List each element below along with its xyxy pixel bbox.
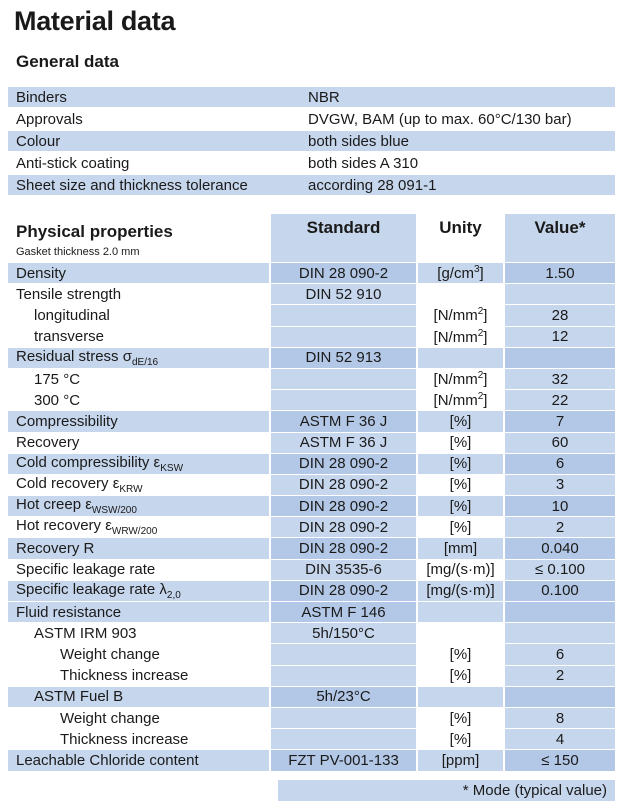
property-name-text: Recovery R (16, 540, 95, 558)
unity-text: [N/mm (433, 328, 478, 346)
unity-text: [N/mm (433, 392, 478, 410)
property-name (8, 411, 270, 432)
property-row (8, 750, 615, 771)
unity-text: [%] (449, 434, 472, 452)
footnote-text: * Mode (typical value) (462, 782, 607, 799)
property-standard (270, 305, 417, 326)
property-name-text: Compressibility (16, 412, 118, 430)
property-value: 8 (504, 707, 615, 728)
unity-text: [g/cm (437, 265, 474, 283)
property-name-text: Cold recovery ε (16, 474, 120, 492)
property-value: 1.50 (504, 263, 615, 284)
property-value: 0.100 (504, 580, 615, 601)
property-value: 12 (504, 326, 615, 347)
property-row (8, 665, 615, 686)
property-standard: 5h/23°C (270, 686, 417, 707)
property-row (8, 284, 615, 305)
property-standard: DIN 28 090-2 (270, 474, 417, 495)
property-standard: DIN 52 910 (270, 284, 417, 305)
standard-column-header: Standard (270, 214, 417, 263)
general-row (8, 108, 615, 130)
property-unity (417, 644, 504, 665)
property-standard: ASTM F 146 (270, 602, 417, 623)
property-unity (417, 559, 504, 580)
property-name (8, 284, 270, 305)
property-name-text: Hot creep ε (16, 496, 92, 514)
property-unity (417, 750, 504, 771)
property-name (8, 496, 270, 517)
property-name (8, 368, 270, 389)
property-name (8, 707, 270, 728)
property-value (504, 623, 615, 644)
property-name-text: ASTM Fuel B (34, 688, 124, 706)
property-standard: DIN 28 090-2 (270, 496, 417, 517)
property-standard: FZT PV-001-133 (270, 750, 417, 771)
property-subscript: KSW (160, 462, 184, 474)
property-unity (417, 284, 504, 305)
unity-text: [%] (449, 645, 472, 663)
property-row (8, 305, 615, 326)
general-value: NBR (300, 87, 615, 108)
property-standard: ASTM F 36 J (270, 432, 417, 453)
property-name (8, 729, 270, 750)
property-unity (417, 729, 504, 750)
property-standard: ASTM F 36 J (270, 411, 417, 432)
property-name-text: Specific leakage rate λ (16, 580, 167, 598)
property-name (8, 538, 270, 559)
property-name-text: Tensile strength (16, 285, 122, 303)
property-name (8, 517, 270, 538)
unity-superscript: 2 (477, 327, 484, 339)
property-standard: DIN 28 090-2 (270, 517, 417, 538)
property-unity (417, 686, 504, 707)
property-name-text: Specific leakage rate (16, 561, 156, 579)
property-row (8, 496, 615, 517)
unity-text: [%] (449, 497, 472, 515)
property-row (8, 368, 615, 389)
unity-text: [%] (449, 709, 472, 727)
property-name-text: Recovery (16, 434, 80, 452)
property-row (8, 559, 615, 580)
physical-properties-heading: Physical properties (16, 222, 173, 241)
property-row (8, 644, 615, 665)
unity-text: [%] (449, 518, 472, 536)
property-name (8, 305, 270, 326)
unity-superscript: 2 (477, 370, 484, 382)
property-unity (417, 538, 504, 559)
general-value: both sides blue (300, 130, 615, 152)
property-standard: 5h/150°C (270, 623, 417, 644)
value-column-header: Value* (504, 214, 615, 263)
property-unity (417, 326, 504, 347)
property-value (504, 602, 615, 623)
property-standard (270, 665, 417, 686)
property-standard: DIN 52 913 (270, 347, 417, 368)
property-name-text: transverse (34, 328, 105, 346)
property-subscript: KRW (119, 483, 143, 495)
general-row (8, 152, 615, 174)
property-standard (270, 390, 417, 411)
property-value: 4 (504, 729, 615, 750)
property-standard (270, 707, 417, 728)
unity-superscript: 3 (473, 264, 480, 276)
property-unity (417, 623, 504, 644)
property-row (8, 263, 615, 284)
general-row (8, 87, 615, 108)
property-unity (417, 580, 504, 601)
property-name-text: Leachable Chloride content (16, 751, 199, 769)
general-value: according 28 091-1 (300, 174, 615, 196)
unity-text: [N/mm (433, 307, 478, 325)
general-value: both sides A 310 (300, 152, 615, 174)
page-title: Material data (14, 6, 176, 36)
property-row (8, 686, 615, 707)
property-unity (417, 390, 504, 411)
property-name-text: ASTM IRM 903 (34, 624, 137, 642)
unity-text: [%] (449, 412, 472, 430)
property-subscript: 2,0 (166, 589, 181, 601)
property-row (8, 602, 615, 623)
property-unity (417, 707, 504, 728)
property-value: 6 (504, 644, 615, 665)
property-row (8, 580, 615, 601)
unity-text: [%] (449, 667, 472, 685)
property-value: 2 (504, 517, 615, 538)
general-label: Colour (8, 130, 300, 152)
property-value: 10 (504, 496, 615, 517)
general-label: Approvals (8, 108, 300, 130)
general-row (8, 130, 615, 152)
property-value: 28 (504, 305, 615, 326)
property-value: ≤ 150 (504, 750, 615, 771)
property-name-text: Weight change (60, 709, 160, 727)
property-value: 60 (504, 432, 615, 453)
property-standard: DIN 28 090-2 (270, 453, 417, 474)
unity-superscript: 2 (477, 306, 484, 318)
property-standard: DIN 3535-6 (270, 559, 417, 580)
property-row (8, 432, 615, 453)
property-name (8, 453, 270, 474)
property-unity (417, 517, 504, 538)
unity-end: ] (483, 392, 488, 410)
property-name (8, 580, 270, 601)
property-value: 6 (504, 453, 615, 474)
property-name (8, 263, 270, 284)
property-unity (417, 602, 504, 623)
property-row (8, 411, 615, 432)
property-row (8, 623, 615, 644)
unity-superscript: 2 (477, 391, 484, 403)
property-name-text: Thickness increase (60, 730, 189, 748)
property-row (8, 517, 615, 538)
property-name (8, 390, 270, 411)
unity-text: [mg/(s·m)] (426, 582, 495, 600)
property-unity (417, 474, 504, 495)
physical-header-row (8, 214, 615, 263)
property-value: 32 (504, 368, 615, 389)
property-value: 3 (504, 474, 615, 495)
unity-text: [%] (449, 730, 472, 748)
general-label: Anti-stick coating (8, 152, 300, 174)
property-subscript: WRW/200 (111, 526, 158, 538)
general-data-heading: General data (16, 52, 119, 71)
property-name-text: Density (16, 264, 67, 282)
property-row (8, 729, 615, 750)
property-name (8, 474, 270, 495)
property-row (8, 707, 615, 728)
property-name (8, 644, 270, 665)
property-value: 22 (504, 390, 615, 411)
general-data-table (8, 87, 615, 197)
property-standard (270, 644, 417, 665)
unity-text: [%] (449, 455, 472, 473)
footnote (8, 780, 615, 801)
property-row (8, 347, 615, 368)
property-value (504, 686, 615, 707)
unity-end: ] (479, 265, 484, 283)
property-name (8, 686, 270, 707)
property-name (8, 432, 270, 453)
property-name-text: Hot recovery ε (16, 517, 112, 535)
property-subscript: dE/16 (131, 356, 159, 368)
property-name (8, 750, 270, 771)
gasket-thickness-note: Gasket thickness 2.0 mm (16, 246, 140, 258)
property-name (8, 347, 270, 368)
unity-column-header: Unity (417, 214, 504, 263)
unity-end: ] (483, 371, 488, 389)
unity-text: [N/mm (433, 371, 478, 389)
property-unity (417, 432, 504, 453)
unity-text: [ppm] (441, 751, 480, 769)
physical-heading-cell (8, 214, 270, 263)
property-name (8, 623, 270, 644)
property-standard: DIN 28 090-2 (270, 580, 417, 601)
property-value: 2 (504, 665, 615, 686)
property-name-text: Fluid resistance (16, 603, 122, 621)
property-unity (417, 496, 504, 517)
property-standard: DIN 28 090-2 (270, 263, 417, 284)
unity-text: [mg/(s·m)] (426, 561, 495, 579)
physical-properties-table (8, 214, 615, 772)
property-name (8, 602, 270, 623)
property-unity (417, 347, 504, 368)
property-subscript: WSW/200 (91, 505, 137, 517)
property-value: 0.040 (504, 538, 615, 559)
property-row (8, 453, 615, 474)
property-unity (417, 263, 504, 284)
property-unity (417, 665, 504, 686)
property-value (504, 284, 615, 305)
property-standard (270, 368, 417, 389)
unity-text: [mm] (443, 540, 478, 558)
property-value (504, 347, 615, 368)
property-name-text: Cold compressibility ε (16, 453, 161, 471)
general-label: Sheet size and thickness tolerance (8, 174, 300, 196)
property-name (8, 559, 270, 580)
property-unity (417, 453, 504, 474)
property-name-text: Weight change (60, 645, 160, 663)
general-label: Binders (8, 87, 300, 108)
property-standard (270, 729, 417, 750)
property-unity (417, 411, 504, 432)
property-row (8, 538, 615, 559)
unity-end: ] (483, 328, 488, 346)
property-row (8, 326, 615, 347)
property-value: ≤ 0.100 (504, 559, 615, 580)
unity-end: ] (483, 307, 488, 325)
property-value: 7 (504, 411, 615, 432)
property-standard (270, 326, 417, 347)
unity-text: [%] (449, 476, 472, 494)
property-name (8, 665, 270, 686)
general-row (8, 174, 615, 196)
property-name-text: Thickness increase (60, 667, 189, 685)
property-unity (417, 305, 504, 326)
property-name-text: Residual stress σ (16, 347, 132, 365)
property-standard: DIN 28 090-2 (270, 538, 417, 559)
general-value: DVGW, BAM (up to max. 60°C/130 bar) (300, 108, 615, 130)
property-row (8, 390, 615, 411)
property-row (8, 474, 615, 495)
property-name-text: 300 °C (34, 391, 81, 409)
property-unity (417, 368, 504, 389)
property-name (8, 326, 270, 347)
property-name-text: longitudinal (34, 306, 110, 324)
property-name-text: 175 °C (34, 370, 81, 388)
